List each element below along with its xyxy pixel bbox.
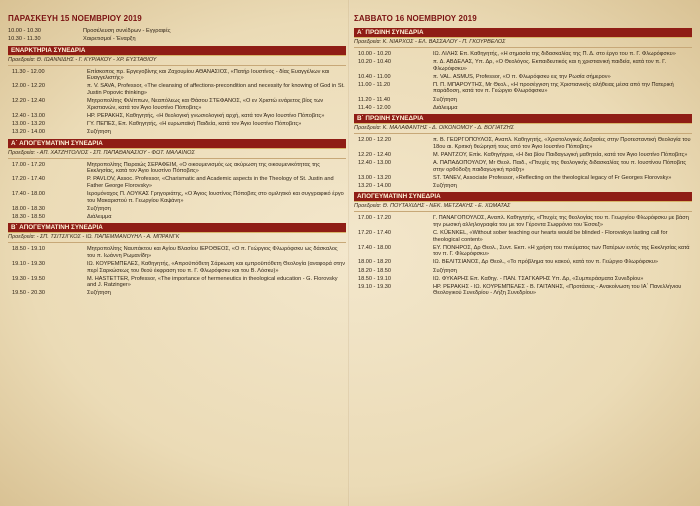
schedule-row: [354, 284, 692, 297]
schedule-text: C. KÜENKEL, «Without sober teaching our hearts would be blinded - Florovskys lasting call for theological content»: [433, 230, 668, 243]
session-title: ΕΝΑΡΚΤΗΡΙΑ ΣΥΝΕΔΡΙΑ: [8, 46, 346, 56]
schedule-row: [354, 160, 692, 173]
schedule-text: Μητροπολίτης Ναυπάκτου και Αγίου Βλασίου ΙΕΡΟΘΕΟΣ, «Ο π. Γεώργιος Φλωρόφσκυ ως δάσκαλος του π. Ιωάννη Ρωμανίδη»: [87, 246, 338, 259]
schedule-row: [354, 97, 692, 104]
schedule-time: 10.30 - 11.30: [8, 36, 41, 43]
schedule-time: 11.40 - 12.00: [358, 104, 391, 111]
schedule-row: [354, 259, 692, 266]
schedule-time: 18.30 - 18.50: [12, 213, 45, 220]
schedule-row: [354, 74, 692, 81]
schedule-row: [8, 83, 346, 96]
schedule-text: Διάλειμμα: [87, 213, 112, 220]
schedule-time: 17.40 - 18.00: [12, 190, 45, 197]
intro-schedule: [8, 28, 346, 43]
session-title: Α΄ ΑΠΟΓΕΥΜΑΤΙΝΗ ΣΥΝΕΔΡΙΑ: [8, 139, 346, 149]
day-title-saturday: ΣΑΒΒΑΤΟ 16 ΝΟΕΜΒΡΙΟΥ 2019: [354, 14, 477, 23]
schedule-text: Συζήτηση: [433, 267, 457, 274]
schedule-row: [354, 215, 692, 228]
session-title: Β΄ ΑΠΟΓΕΥΜΑΤΙΝΗ ΣΥΝΕΔΡΙΑ: [8, 223, 346, 233]
schedule-row: [8, 214, 346, 221]
schedule-time: 17.40 - 18.00: [358, 244, 391, 251]
schedule-text: Μητροπολίτης Φιλίππων, Νεαπόλεως και Θάσου ΣΤΕΦΑΝΟΣ, «Ο εν Χριστώ ενάρετος βίος των Χριστιανών, κατά τον Άγιο Ιουστίνο Πόποβιτς»: [87, 98, 324, 111]
schedule-row: [354, 230, 692, 243]
schedule-row: [354, 51, 692, 58]
schedule-text: Συζήτηση: [433, 182, 457, 189]
schedule-row: [354, 152, 692, 159]
session-title: ΑΠΟΓΕΥΜΑΤΙΝΗ ΣΥΝΕΔΡΙΑ: [354, 192, 692, 202]
schedule-text: ΙΩ. ΒΕΛΙΤΣΙΑΝΟΣ, Δρ Θεολ., «Το πρόβλημα του κακού, κατά τον π. Γεώργιο Φλωρόφσκυ»: [433, 259, 659, 266]
schedule-text: Α. ΠΑΠΑΔΟΠΟΥΛΟΥ, Μr Θεολ. Παιδ., «Πτυχές της θεολογικής διδασκαλίας του π. Ιουστίνου Πόποβιτς στην ορθόδοξη παιδαγωγική πράξη»: [433, 160, 687, 173]
schedule-row: [354, 59, 692, 72]
schedule-time: 18.50 - 19.10: [12, 246, 45, 253]
schedule-text: ΙΩ. ΦΥΚΑΡΗΣ Επ. Καθηγ. - ΠΑΝ. ΤΣΑΓΚΑΡΗΣ Υπ. Δρ, «Συμπεράσματα Συνεδρίου»: [433, 275, 644, 282]
schedule-time: 18.20 - 18.50: [358, 267, 391, 274]
schedule-row: [8, 98, 346, 111]
schedule-text: Χαιρετισμοί - Έναρξη: [83, 36, 136, 43]
schedule-time: 10.20 - 10.40: [358, 59, 391, 66]
schedule-time: 13.20 - 14.00: [358, 182, 391, 189]
schedule-time: 19.50 - 20.30: [12, 290, 45, 297]
schedule-row: [8, 69, 346, 82]
schedule-text: P. PAVLOV, Assoc. Professor, «Charismatic and Academic aspects in the Theology of St. Justin and Father George Florovsky»: [87, 176, 334, 189]
schedule-text: Προσέλευση συνέδρων - Εγγραφές: [83, 28, 171, 34]
right-page: [354, 8, 692, 498]
friday-sessions: [8, 46, 346, 297]
schedule-text: ΓΥ. ΠΕΠΕΣ, Επ. Καθηγητής, «Η ευρωπαϊκή Παιδεία, κατά τον Άγιο Ιουστίνο Πόποβιτς»: [87, 120, 302, 127]
schedule-text: π. Β. ΓΕΩΡΓΟΠΟΥΛΟΣ, Αναπλ. Καθηγητής, «Χριστολογικές Δοξασίες στην Προτεσταντική Θεολογία του 18ου αι. Κριτική θεώρησή τους από τον Άγιο Ιουστίνο Πόποβιτς»: [433, 137, 691, 150]
schedule-time: 13.00 - 13.20: [358, 174, 391, 181]
schedule-time: 18.00 - 18.20: [358, 259, 391, 266]
schedule-row: [354, 82, 692, 95]
schedule-time: 19.10 - 19.30: [358, 283, 391, 290]
schedule-row: [8, 261, 346, 274]
schedule-text: Γ. ΠΑΝΑΓΟΠΟΥΛΟΣ, Αναπλ. Καθηγητής, «Πτυχές της θεολογίας του π. Γεωργίου Φλωρόφσκυ με βάση την ρωσική αλληλογραφία του με τον Γέροντα Σωφρόνιο του Έσσεξ»: [433, 215, 689, 228]
schedule-row: [354, 105, 692, 112]
schedule-text: ST. TANEV, Associate Professor, «Reflecting on the theological legacy of Fr Georges Florovsky»: [433, 174, 672, 181]
schedule-row: [354, 245, 692, 258]
schedule-text: Μητροπολίτης Πειραιώς ΣΕΡΑΦΕΙΜ, «Ο οικουμενισμός ως ακύρωση της οικουμενικότητας της Εκκλησίας, κατά τον Άγιο Ιουστίνο Πόποβιτς»: [87, 161, 320, 175]
schedule-time: 18.00 - 18.30: [12, 205, 45, 212]
schedule-row: [354, 175, 692, 182]
schedule-row: [8, 290, 346, 297]
schedule-text: Συζήτηση: [87, 290, 111, 297]
schedule-row: [8, 28, 346, 35]
schedule-time: 13.00 - 13.20: [12, 120, 45, 127]
schedule-text: Συζήτηση: [87, 205, 111, 212]
schedule-row: [354, 268, 692, 275]
schedule-text: ΙΩ. ΚΟΥΡΕΜΠΕΛΕΣ, Καθηγητής, «Απροϋπόθετη Σάρκωση και εμπροϋπόθετη Θεολογία (αναφορά στην περί Σαρκώσεως του θεού έκφραση του π. Γ. Φλωρόφσκυ και του Β. Λόσκυ)»: [87, 260, 346, 274]
session-chair: Προεδρεία: Κ. ΜΑΛΑΦΑΝΤΗΣ - Δ. ΟΙΚΟΝΟΜΟΥ - Δ. ΒΟΓΙΑΤΖΗΣ: [354, 124, 692, 134]
schedule-text: Επίσκοπος πρ. Εργεγοβίνης και Ζαχουμίου ΑΘΑΝΑΣΙΟΣ, «Πατήρ Ιουστίνος - δίας Ευαγγέλιων και Ευαγγελιστής»: [87, 68, 330, 82]
schedule-row: [354, 183, 692, 190]
schedule-text: Π. Π. ΜΠΑΡΟΥΤΗΣ, Μr Θεολ., «Η προσέγγιση της Χριστιανικής αλήθειας μέσα από την Πατερική παράδοση, κατά τον π. Γεώργιο Φλωρόφσκυ»: [433, 81, 674, 95]
schedule-text: Ιερομόναχος Π. ΛΟΥΚΑΣ Γρηγοριάτης, «Ο Άγιος Ιουστίνος Πόποβιτς στο ομιλητικό και συγγραφικό έργο του Μακαριστού π. Γεωργίου Καψάνη»: [87, 190, 344, 204]
schedule-time: 17.00 - 17.20: [358, 215, 391, 222]
session-chair: Προεδρεία: Θ. ΠΟΥΤΑΧΙΔΗΣ - ΝΕΚ. ΜΕΤΖΑΚΗΣ - Ε. ΧΩΜΑΤΑΣ: [354, 202, 692, 212]
schedule-time: 12.40 - 13.00: [12, 112, 45, 119]
schedule-time: 10.00 - 10.30: [8, 28, 41, 34]
schedule-row: [8, 246, 346, 259]
schedule-time: 11.30 - 12.00: [12, 68, 45, 75]
schedule-text: Συζήτηση: [87, 128, 111, 135]
schedule-time: 10.00 - 10.20: [358, 51, 391, 57]
schedule-text: π. VAL. ASMUS, Professor, «Ο π. Φλωρόφσκυ εις την Ρωσία σήμερον»: [433, 73, 611, 80]
schedule-text: ΗΡ. ΡΕΡΑΚΗΣ, Καθηγητής, «Η θεολογική γνωσιολογική αρχή, κατά τον Άγιο Ιουστίνο Πόποβιτς»: [87, 112, 325, 119]
schedule-time: 12.00 - 12.20: [358, 137, 391, 144]
schedule-row: [354, 276, 692, 283]
schedule-time: 11.00 - 11.20: [358, 81, 391, 88]
schedule-row: [8, 206, 346, 213]
schedule-row: [8, 162, 346, 175]
session-title: Α΄ ΠΡΩΙΝΗ ΣΥΝΕΔΡΙΑ: [354, 28, 692, 38]
schedule-row: [8, 191, 346, 204]
schedule-time: 13.20 - 14.00: [12, 128, 45, 135]
schedule-time: 17.20 - 17.40: [12, 176, 45, 183]
session-chair: Προεδρεία: - ΑΠ. ΧΑΤΖΗΤΟΛΙΟΣ - ΣΠ. ΠΑΠΑΘΑΝΑΣΙΟΥ - ΦΩΤ. ΜΑΛΑΙΝΟΣ: [8, 149, 346, 159]
schedule-time: 12.00 - 12.20: [12, 83, 45, 90]
saturday-sessions: [354, 28, 692, 297]
schedule-time: 19.10 - 19.30: [12, 260, 45, 267]
day-title-friday: ΠΑΡΑΣΚΕΥΗ 15 ΝΟΕΜΒΡΙΟΥ 2019: [8, 14, 142, 23]
schedule-row: [8, 36, 346, 43]
schedule-row: [8, 113, 346, 120]
schedule-text: π. V. SAVA, Professor, «The cleansing of affections-precondition and necessity for knowing of God in St. Justin Popovic thinking»: [87, 83, 345, 96]
schedule-time: 12.20 - 12.40: [358, 151, 391, 158]
session-title: Β΄ ΠΡΩΙΝΗ ΣΥΝΕΔΡΙΑ: [354, 114, 692, 124]
schedule-text: ΗΡ. ΡΕΡΑΚΗΣ - ΙΩ. ΚΟΥΡΕΜΠΕΛΕΣ - Β. ΓΑΙΤΑΝΗΣ, «Προτάσεις - Ανακοίνωση του ΙΑ΄ Πανελλήνιου Θεολογικού Συνεδρίου - Λήξη Συνεδρίου»: [433, 283, 682, 297]
schedule-time: 12.20 - 12.40: [12, 98, 45, 105]
schedule-time: 12.40 - 13.00: [358, 160, 391, 167]
schedule-time: 18.50 - 19.10: [358, 275, 391, 282]
schedule-row: [8, 276, 346, 289]
schedule-text: Διάλειμμα: [433, 104, 458, 111]
schedule-row: [8, 129, 346, 136]
session-chair: Προεδρεία: - ΣΠ. ΤΣΙΤΣΙΓΚΟΣ - ΙΩ. ΠΑΠΕΜΜΑΝΟΥΗΛ - Α. ΜΠΡΑΝΓΚ: [8, 233, 346, 243]
schedule-row: [8, 121, 346, 128]
schedule-time: 11.20 - 11.40: [358, 96, 391, 103]
schedule-text: Μ. PANTZOY, Επίκ. Καθηγήτρια, «Η δια βίου Παιδαγωγική μαθητεία, κατά τον Άγιο Ιουστίνο Πόποβιτς»: [433, 151, 688, 158]
schedule-time: 19.30 - 19.50: [12, 275, 45, 282]
left-page: [8, 8, 346, 498]
schedule-text: Συζήτηση: [433, 96, 457, 103]
schedule-time: 17.20 - 17.40: [358, 230, 391, 237]
schedule-text: ΕΥ. ΠΟΝΗΡΟΣ, Δρ Θεολ., Συντ. Εκπ. «Η χρήση του πνεύματος των Πατέρων εντός της Εκκλησίας κατά τον π. Γ. Φλωρόφσκυ»: [433, 244, 690, 258]
schedule-text: ΙΩ. ΛΙΛΗΣ Επ. Καθηγητής, «Η σημασία της διδασκαλίας της Π. Δ. στο έργο του π. Γ. Φλωρόφσκυ»: [433, 51, 676, 57]
center-fold: [348, 0, 350, 506]
schedule-time: 17.00 - 17.20: [12, 161, 45, 168]
session-chair: Προεδρεία: Θ. ΙΩΑΝΝΙΔΗΣ - Γ. ΚΥΡΙΑΚΟΥ - ΧΡ. ΕΥΣΤΑΘΙΟΥ: [8, 56, 346, 66]
schedule-text: π. Δ. ΑΒΔΕΛΑΣ, Υπ. Δρ, «Ο Θεολόγος. Εκπαιδευτικός και η χριστιανική παιδεία, κατά τον π. Γ. Φλωρόφσκυ»: [433, 59, 667, 72]
schedule-time: 10.40 - 11.00: [358, 73, 391, 80]
schedule-row: [354, 137, 692, 150]
session-chair: Προεδρεία: Κ. ΝΙΑΡΧΟΣ - ΕΛ. ΒΑΣΣΑΛΟΥ - Π. ΓΚΟΥΡΒΕΛΟΣ: [354, 38, 692, 48]
schedule-row: [8, 176, 346, 189]
schedule-text: M. HASTETTER, Professor, «The importance of hermeneutics in theological education - G. Florovsky and J. Ratzinger»: [87, 275, 338, 289]
